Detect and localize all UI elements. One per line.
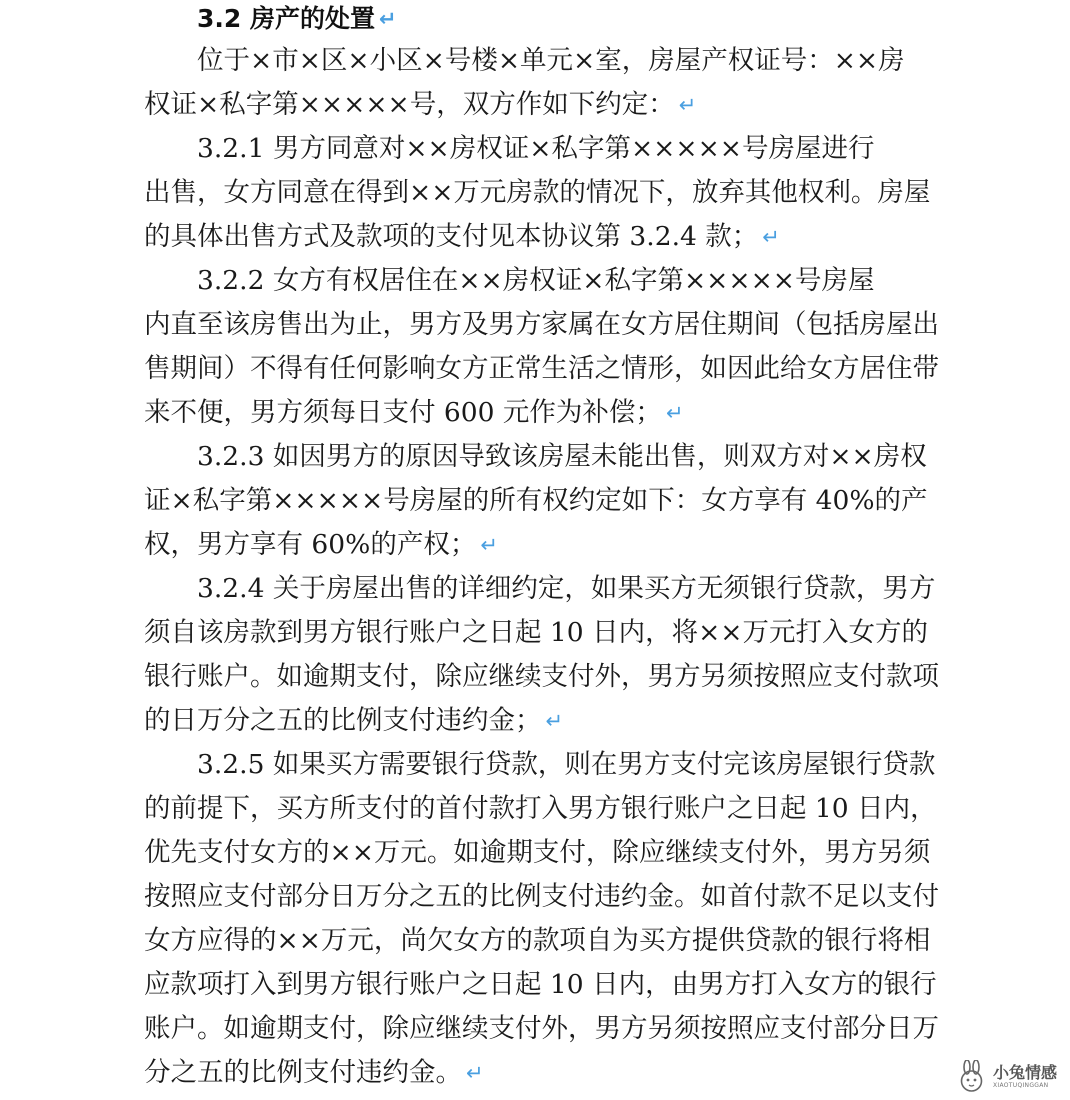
section-heading <box>197 2 397 36</box>
line-text: 须自该房款到男方银行账户之日起 10 日内，将××万元打入女方的 <box>144 617 928 648</box>
text-line <box>144 831 930 875</box>
watermark <box>955 1058 1067 1096</box>
text-line <box>144 919 930 963</box>
paragraph-mark-icon: ↵ <box>480 533 498 557</box>
text-line <box>144 523 498 567</box>
line-text: 来不便，男方须每日支付 600 元作为补偿； <box>144 397 662 428</box>
text-line <box>144 171 930 215</box>
text-line <box>144 215 780 259</box>
text-line <box>144 787 937 831</box>
text-line <box>197 259 874 303</box>
text-line <box>144 963 937 1007</box>
line-text: 出售，女方同意在得到××万元房款的情况下，放弃其他权利。房屋 <box>144 177 931 208</box>
paragraph-mark-icon: ↵ <box>762 225 780 249</box>
text-line <box>144 479 928 523</box>
paragraph-mark-icon: ↵ <box>545 709 564 733</box>
line-text: 权证×私字第×××××号，双方作如下约定： <box>144 89 675 120</box>
line-text: 应款项打入到男方银行账户之日起 10 日内，由男方打入女方的银行 <box>144 969 937 1000</box>
paragraph-mark-icon: ↵ <box>678 93 697 117</box>
line-text: 权，男方享有 60%的产权； <box>144 529 477 560</box>
section-heading-text: 3.2 房产的处置 <box>197 4 375 33</box>
line-text: 的具体出售方式及款项的支付见本协议第 3.2.4 款； <box>144 221 759 252</box>
text-line <box>144 1051 484 1095</box>
line-text: 证×私字第×××××号房屋的所有权约定如下：女方享有 40%的产 <box>144 485 928 516</box>
text-line <box>144 391 684 435</box>
text-line <box>197 127 874 171</box>
rabbit-logo-icon <box>955 1060 989 1094</box>
text-line <box>144 611 928 655</box>
text-line <box>144 303 939 347</box>
line-text: 位于×市×区×小区×号楼×单元×室，房屋产权证号：××房 <box>197 45 905 76</box>
paragraph-mark-icon: ↵ <box>379 7 397 31</box>
line-text: 3.2.3 如因男方的原因导致该房屋未能出售，则双方对××房权 <box>197 441 927 472</box>
line-text: 3.2.5 如果买方需要银行贷款，则在男方支付完该房屋银行贷款 <box>197 749 936 780</box>
line-text: 3.2.2 女方有权居住在××房权证×私字第×××××号房屋 <box>197 265 875 296</box>
watermark-brand: 小兔情感 <box>993 1063 1058 1082</box>
paragraph-mark-icon: ↵ <box>665 401 684 425</box>
text-line <box>197 743 935 787</box>
text-line <box>144 1007 939 1051</box>
text-line <box>197 39 905 83</box>
line-text: 3.2.4 关于房屋出售的详细约定，如果买方无须银行贷款，男方 <box>197 573 936 604</box>
text-line <box>144 347 939 391</box>
line-text: 内直至该房售出为止，男方及男方家属在女方居住期间（包括房屋出 <box>144 309 939 340</box>
line-text: 3.2.1 男方同意对××房权证×私字第×××××号房屋进行 <box>197 133 875 164</box>
text-line <box>144 83 696 127</box>
line-text: 分之五的比例支付违约金。 <box>144 1057 462 1088</box>
line-text: 账户。如逾期支付，除应继续支付外，男方另须按照应支付部分日万 <box>144 1013 939 1044</box>
line-text: 优先支付女方的××万元。如逾期支付，除应继续支付外，男方另须 <box>144 837 931 868</box>
text-line <box>197 435 927 479</box>
line-text: 售期间）不得有任何影响女方正常生活之情形，如因此给女方居住带 <box>144 353 939 384</box>
watermark-subtitle: XIAOTUQINGGAN <box>993 1082 1049 1089</box>
line-text: 女方应得的××万元，尚欠女方的款项自为买方提供贷款的银行将相 <box>144 925 931 956</box>
line-text: 的日万分之五的比例支付违约金； <box>144 705 542 736</box>
text-line <box>197 567 935 611</box>
line-text: 按照应支付部分日万分之五的比例支付违约金。如首付款不足以支付 <box>144 881 939 912</box>
text-line <box>144 655 939 699</box>
text-line <box>144 699 563 743</box>
line-text: 的前提下，买方所支付的首付款打入男方银行账户之日起 10 日内， <box>144 793 937 824</box>
line-text: 银行账户。如逾期支付，除应继续支付外，男方另须按照应支付款项 <box>144 661 939 692</box>
text-line <box>144 875 939 919</box>
paragraph-mark-icon: ↵ <box>466 1061 484 1085</box>
